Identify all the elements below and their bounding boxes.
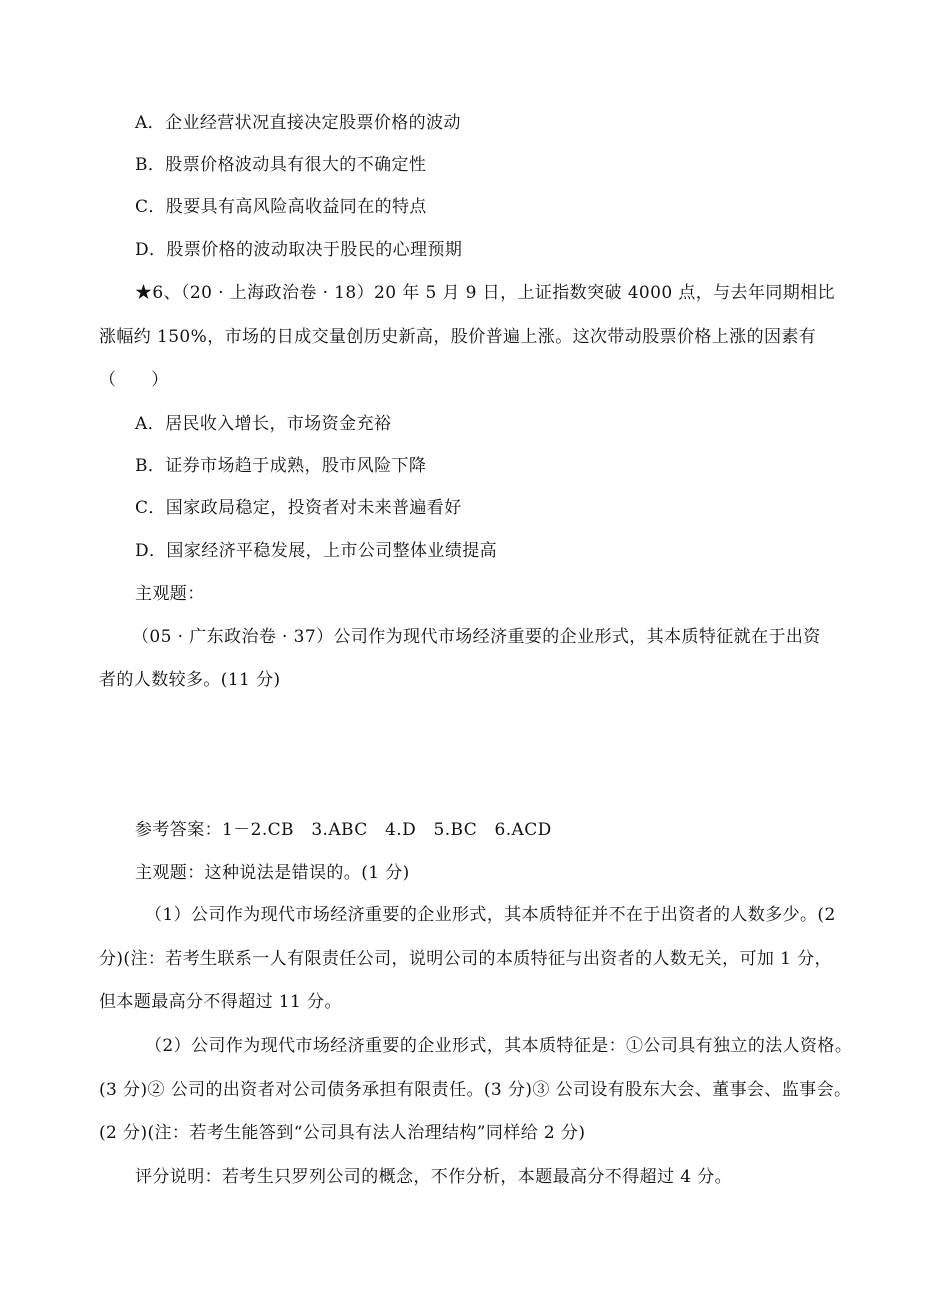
scoring-note: 评分说明：若考生只罗列公司的概念，不作分析，本题最高分不得超过 4 分。 xyxy=(135,1167,733,1187)
answer-key: 参考答案：1－2.CB 3.ABC 4.D 5.BC 6.ACD xyxy=(135,820,552,840)
answer-subjective-intro: 主观题：这种说法是错误的。(1 分) xyxy=(135,863,410,883)
q6-stem-line3: （ ） xyxy=(99,370,169,390)
subjective-question-line1: （05 · 广东政治卷 · 37）公司作为现代市场经济重要的企业形式，其本质特征就在于出资 xyxy=(132,627,821,647)
q6-option-b: B．证券市场趋于成熟，股市风险下降 xyxy=(135,456,427,476)
q5-option-c: C．股要具有高风险高收益同在的特点 xyxy=(135,197,427,217)
q6-stem-line1: ★6、（20 · 上海政治卷 · 18）20 年 5 月 9 日，上证指数突破 4000 点，与去年同期相比 xyxy=(135,283,835,303)
answer-point2-line3: (2 分)(注：若考生能答到“公司具有法人治理结构”同样给 2 分) xyxy=(99,1123,586,1143)
q6-option-d: D．国家经济平稳发展，上市公司整体业绩提高 xyxy=(135,541,498,561)
subjective-heading: 主观题： xyxy=(135,584,205,604)
answer-point1-line3: 但本题最高分不得超过 11 分。 xyxy=(99,992,342,1012)
q5-option-d: D．股票价格的波动取决于股民的心理预期 xyxy=(135,240,463,260)
q6-option-c: C．国家政局稳定，投资者对未来普遍看好 xyxy=(135,498,462,518)
answer-point2-line1: （2）公司作为现代市场经济重要的企业形式，其本质特征是：①公司具有独立的法人资格。 xyxy=(145,1036,853,1056)
answer-point2-line2: (3 分)② 公司的出资者对公司债务承担有限责任。(3 分)③ 公司设有股东大会、董事会、监事会。 xyxy=(99,1080,852,1100)
answer-point1-line1: （1）公司作为现代市场经济重要的企业形式，其本质特征并不在于出资者的人数多少。(2 xyxy=(145,905,836,925)
q5-option-b: B．股票价格波动具有很大的不确定性 xyxy=(135,155,427,175)
q6-option-a: A．居民收入增长，市场资金充裕 xyxy=(135,414,392,434)
answer-point1-line2: 分)(注：若考生联系一人有限责任公司，说明公司的本质特征与出资者的人数无关，可加 1 分， xyxy=(99,949,832,969)
subjective-question-line2: 者的人数较多。(11 分) xyxy=(99,670,281,690)
q5-option-a: A．企业经营状况直接决定股票价格的波动 xyxy=(135,113,461,133)
q6-stem-line2: 涨幅约 150%，市场的日成交量创历史新高，股价普遍上涨。这次带动股票价格上涨的因素有 xyxy=(99,327,817,347)
